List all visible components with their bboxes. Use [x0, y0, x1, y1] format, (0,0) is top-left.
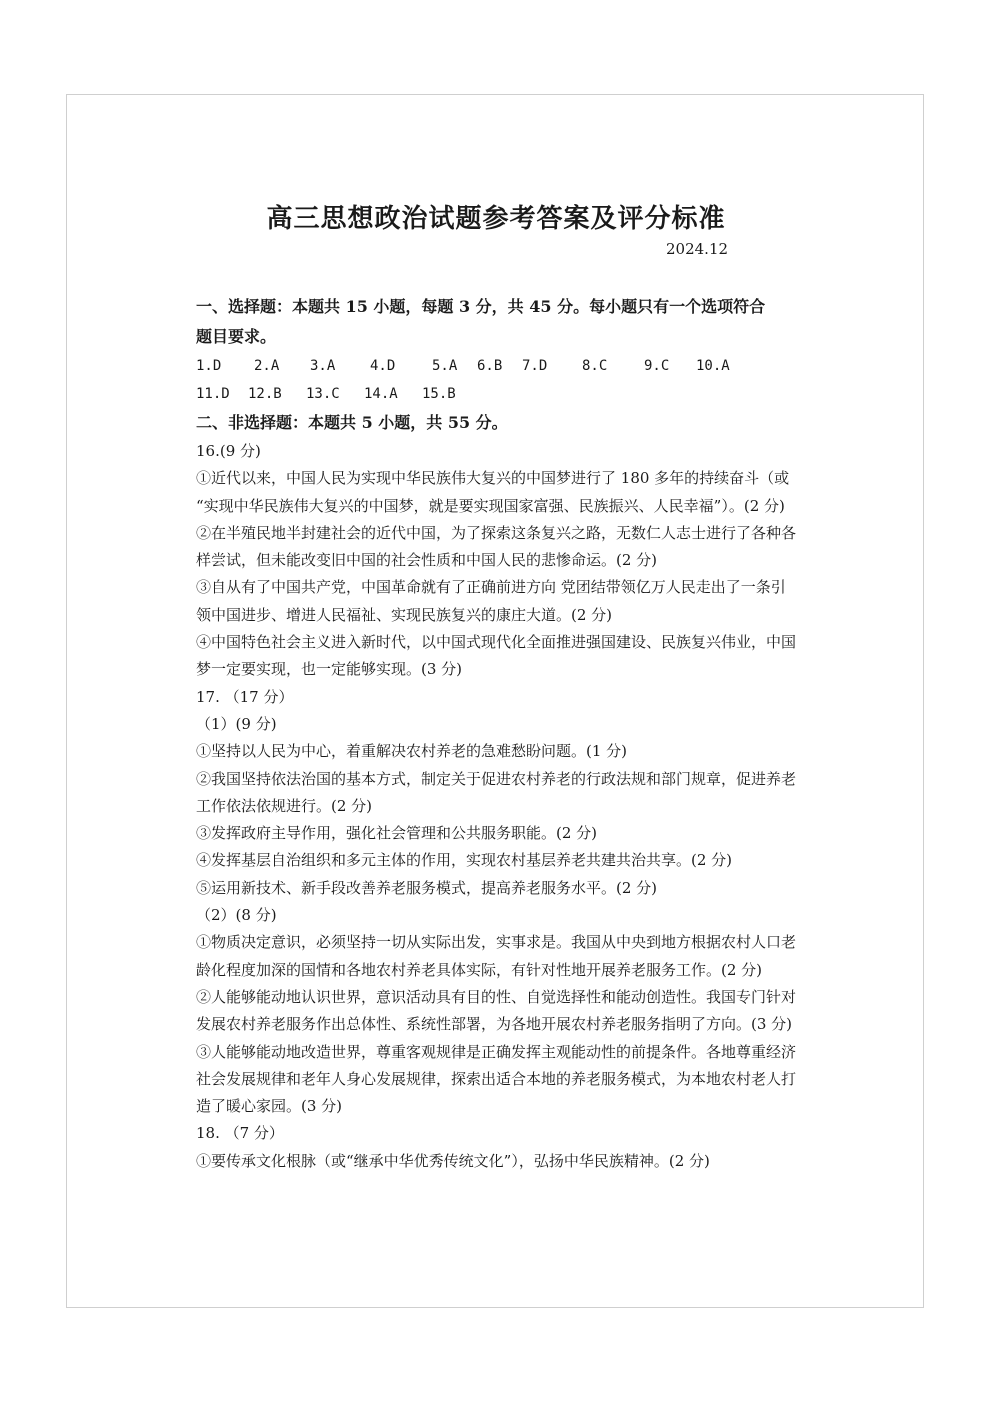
q17-2-point-1-cont: 龄化程度加深的国情和各地农村养老具体实际，有针对性地开展养老服务工作。(2 分)	[196, 960, 763, 979]
answer-item: 1.D	[196, 358, 222, 374]
q16-point-3-cont: 领中国进步、增进人民福祉、实现民族复兴的康庄大道。(2 分)	[196, 605, 613, 624]
section1-heading-cont: 题目要求。	[196, 327, 277, 346]
document-title: 高三思想政治试题参考答案及评分标准	[266, 204, 726, 234]
q18-heading: 18. （7 分）	[196, 1124, 284, 1143]
q16-point-2: ②在半殖民地半封建社会的近代中国，为了探索这条复兴之路，无数仁人志士进行了各种各	[196, 523, 797, 542]
answer-row-1	[196, 352, 800, 380]
q16-point-4: ④中国特色社会主义进入新时代，以中国式现代化全面推进强国建设、民族复兴伟业，中国	[196, 633, 797, 652]
answer-item: 7.D	[522, 358, 548, 374]
answer-item: 12.B	[248, 386, 282, 402]
q16-point-1-cont: “实现中华民族伟大复兴的中国梦，就是要实现国家富强、民族振兴、人民幸福”）。(2 分)	[196, 496, 785, 515]
answer-item: 10.A	[696, 358, 730, 374]
document-date: 2024.12	[666, 240, 729, 258]
answer-row-2	[196, 380, 800, 408]
q16-point-1: ①近代以来，中国人民为实现中华民族伟大复兴的中国梦进行了 180 多年的持续奋斗（或	[196, 469, 790, 488]
q17-2-point-3-cont2: 造了暖心家园。(3 分)	[196, 1097, 343, 1116]
answer-item: 3.A	[310, 358, 336, 374]
answer-item: 11.D	[196, 386, 230, 402]
q17-1-point-2: ②我国坚持依法治国的基本方式，制定关于促进农村养老的行政法规和部门规章，促进养老	[196, 769, 797, 788]
q17-part2-heading: （2）(8 分)	[196, 906, 277, 925]
q17-1-point-4: ④发挥基层自治组织和多元主体的作用，实现农村基层养老共建共治共享。(2 分)	[196, 851, 733, 870]
answer-item: 14.A	[364, 386, 398, 402]
q17-heading: 17. （17 分）	[196, 687, 294, 706]
q17-2-point-1: ①物质决定意识，必须坚持一切从实际出发，实事求是。我国从中央到地方根据农村人口老	[196, 933, 797, 952]
q17-part1-heading: （1）(9 分)	[196, 714, 277, 733]
q17-2-point-3: ③人能够能动地改造世界，尊重客观规律是正确发挥主观能动性的前提条件。各地尊重经济	[196, 1042, 797, 1061]
q17-1-point-2-cont: 工作依法依规进行。(2 分)	[196, 796, 373, 815]
section1-heading: 一、选择题：本题共 15 小题，每题 3 分，共 45 分。每小题只有一个选项符合	[196, 297, 766, 316]
answer-item: 4.D	[370, 358, 396, 374]
q17-1-point-1: ①坚持以人民为中心，着重解决农村养老的急难愁盼问题。(1 分)	[196, 742, 628, 761]
q16-point-3: ③自从有了中国共产党，中国革命就有了正确前进方向 党团结带领亿万人民走出了一条引	[196, 578, 786, 597]
q16-point-4-cont: 梦一定要实现，也一定能够实现。(3 分)	[196, 660, 463, 679]
q17-1-point-5: ⑤运用新技术、新手段改善养老服务模式，提高养老服务水平。(2 分)	[196, 878, 658, 897]
answer-item: 15.B	[422, 386, 456, 402]
answer-item: 8.C	[582, 358, 608, 374]
document-body	[196, 292, 800, 1175]
q16-point-2-cont: 样尝试，但未能改变旧中国的社会性质和中国人民的悲惨命运。(2 分)	[196, 551, 658, 570]
answer-item: 13.C	[306, 386, 340, 402]
section2-heading: 二、非选择题：本题共 5 小题，共 55 分。	[196, 413, 508, 432]
q17-2-point-3-cont: 社会发展规律和老年人身心发展规律，探索出适合本地的养老服务模式，为本地农村老人打	[196, 1069, 797, 1088]
q18-point-1: ①要传承文化根脉（或“继承中华优秀传统文化”），弘扬中华民族精神。(2 分)	[196, 1151, 710, 1170]
q17-2-point-2: ②人能够能动地认识世界，意识活动具有目的性、自觉选择性和能动创造性。我国专门针对	[196, 987, 797, 1006]
q17-2-point-2-cont: 发展农村养老服务作出总体性、系统性部署，为各地开展农村养老服务指明了方向。(3 分)	[196, 1015, 793, 1034]
answer-item: 9.C	[644, 358, 670, 374]
q17-1-point-3: ③发挥政府主导作用，强化社会管理和公共服务职能。(2 分)	[196, 824, 598, 843]
answer-item: 6.B	[477, 358, 503, 374]
q16-heading: 16.(9 分)	[196, 442, 261, 460]
answer-item: 2.A	[254, 358, 280, 374]
answer-item: 5.A	[432, 358, 458, 374]
